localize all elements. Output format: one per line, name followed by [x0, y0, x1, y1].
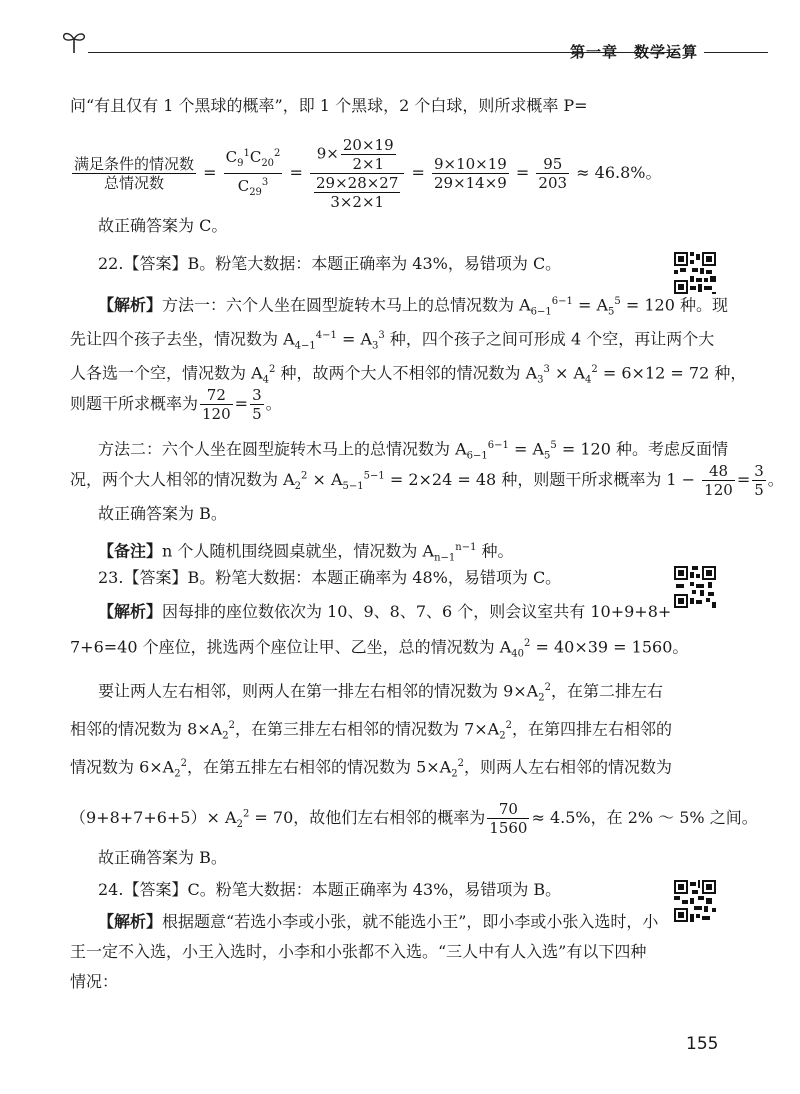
text-line: 先让四个孩子去坐，情况数为 $A_{4-1}^{4-1} = A_3^3$ 种，四个孩子之间可形成 4 个空，再让两个大 — [70, 329, 715, 352]
answer-22: 22.【答案】B。粉笔大数据：本题正确率为 43%，易错项为 C。 — [98, 254, 562, 273]
sprout-icon — [60, 28, 88, 54]
page-number: 155 — [686, 1034, 719, 1054]
text-line: 7+6=40 个座位，挑选两个座位让甲、乙坐，总的情况数为 $A_{40}^2 = 40\times 39 = 1560$。 — [70, 637, 689, 660]
header-rule-tail — [704, 52, 768, 53]
text-line: 人各选一个空，情况数为 $A_4^2$ 种，故两个大人不相邻的情况数为 $A_3^3 \times A_4^2 = 6\times 12 = 72$ 种， — [70, 363, 747, 386]
text-line: 要让两人左右相邻，则两人在第一排左右相邻的情况数为 $9\times A_2^2$，在第二排左右 — [98, 681, 663, 704]
answer-24: 24.【答案】C。粉笔大数据：本题正确率为 43%，易错项为 B。 — [98, 880, 562, 899]
text-line: 【解析】因每排的座位数依次为 10、9、8、7、6 个，则会议室共有 10+9+8+ — [98, 602, 672, 621]
text-line: 故正确答案为 C。 — [98, 216, 228, 235]
text-line: 王一定不入选，小王入选时，小李和小张都不入选。“三人中有人入选”有以下四种 — [70, 942, 647, 961]
fraction: $\frac{\text{满足条件的情况数}}{\text{总情况数}}$ — [74, 155, 195, 192]
text-line: 方法二：六个人坐在圆型旋转木马上的总情况数为 $A_{6-1}^{6-1} = A_5^5 = 120$ 种。考虑反面情 — [98, 439, 728, 462]
text-line: 【解析】根据题意“若选小李或小张，就不能选小王”，即小李或小张入选时，小 — [98, 912, 659, 931]
text-line: $(9+8+7+6+5)\times A_2^2 = 70$，故他们左右相邻的概率为 $\frac{70}{1560}$ ≈ 4.5%，在 2% ～ 5% 之间。 — [70, 800, 758, 837]
qr-code-icon[interactable] — [674, 566, 716, 608]
remark-line: 【备注】n 个人随机围绕圆桌就坐，情况数为 $A_{n-1}^{n-1}$ 种。 — [98, 541, 514, 564]
formula-line: $\frac{\text{满足条件的情况数}}{\text{总情况数}}$ = $\frac{C_9^1C_{20}^2}{C_{29}^3}$ = 9× $\frac{20\times 19}{2\times 1}$ $\frac{29\times 28\times 27}{3\times 2\times 1}$ = $\frac{9\times 10\times 19}{29\times 14\times 9}$ = $\frac{95}{203}$ ≈ 46.8%。 — [74, 136, 662, 211]
chapter-title: 第一章 数学运算 — [569, 43, 698, 61]
qr-code-icon[interactable] — [674, 252, 716, 294]
text-line: 问“有且仅有 1 个黑球的概率”，即 1 个黑球，2 个白球，则所求概率 P= — [70, 96, 588, 115]
text-line: 情况数为 $6\times A_2^2$，在第五排左右相邻的情况数为 $5\times A_2^2$，则两人左右相邻的情况数为 — [70, 757, 672, 780]
text-line: 相邻的情况数为 $8\times A_2^2$，在第三排左右相邻的情况数为 $7\times A_2^2$，在第四排左右相邻的 — [70, 719, 672, 742]
text-line: 则题干所求概率为 $\frac{72}{120}$ = $\frac{3}{5}$ 。 — [70, 386, 282, 423]
text-line: 故正确答案为 B。 — [98, 504, 227, 523]
answer-23: 23.【答案】B。粉笔大数据：本题正确率为 48%，易错项为 C。 — [98, 568, 562, 587]
text-line: 故正确答案为 B。 — [98, 848, 227, 867]
text-line: 【解析】方法一：六个人坐在圆型旋转木马上的总情况数为 $A_{6-1}^{6-1} = A_5^5 = 120$ 种。现 — [98, 295, 728, 318]
text-line: 情况： — [70, 972, 119, 991]
page-header — [58, 28, 768, 68]
qr-code-icon[interactable] — [674, 880, 716, 922]
text-line: 况，两个大人相邻的情况数为 $A_2^2 \times A_{5-1}^{5-1} = 2\times 24 = 48$ 种，则题干所求概率为 1 − $\frac{48}{120}$ = $\frac{3}{5}$ 。 — [70, 462, 784, 499]
